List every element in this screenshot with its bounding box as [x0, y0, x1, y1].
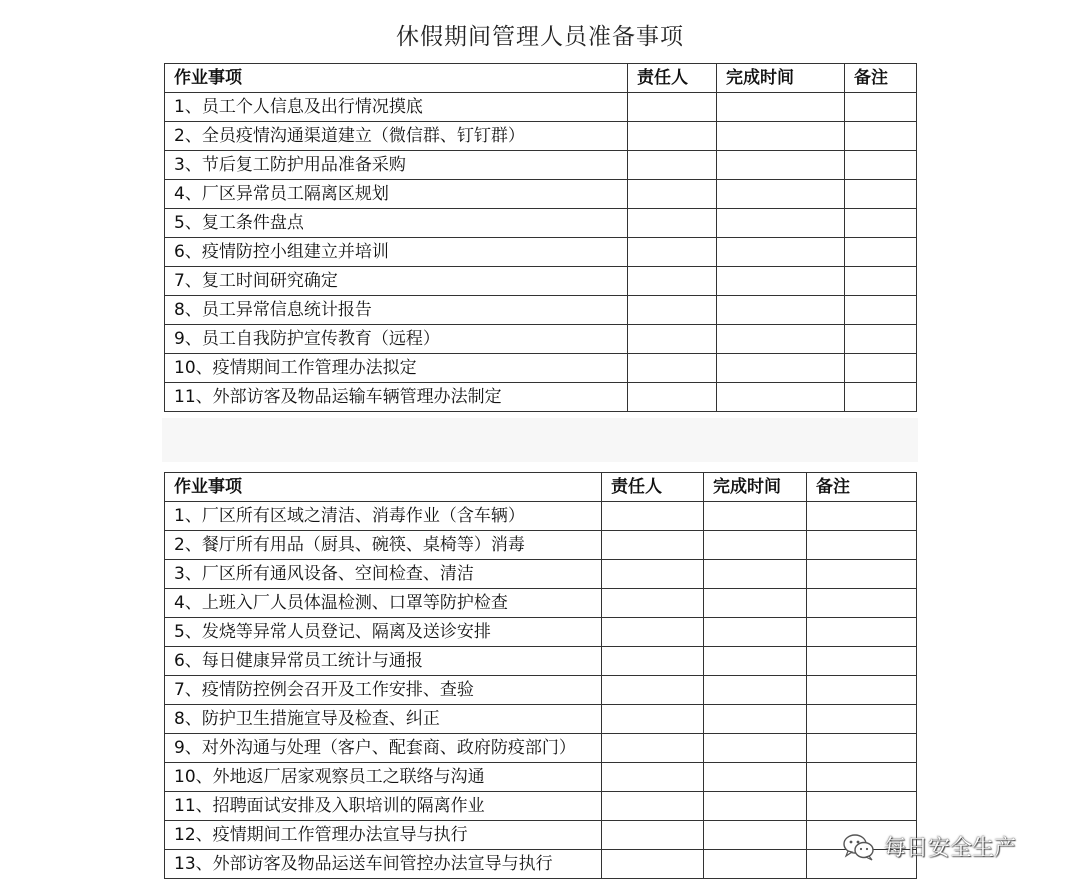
table-row [165, 209, 917, 238]
remarks-cell [845, 151, 917, 180]
time-cell [717, 296, 845, 325]
table-row [165, 296, 917, 325]
owner-cell [602, 792, 704, 821]
time-cell [717, 122, 845, 151]
task-cell: 11、招聘面试安排及入职培训的隔离作业 [165, 792, 602, 821]
header-owner: 责任人 [628, 64, 717, 93]
task-cell: 2、全员疫情沟通渠道建立（微信群、钉钉群） [165, 122, 628, 151]
owner-cell [628, 354, 717, 383]
remarks-cell [807, 502, 917, 531]
task-cell: 5、复工条件盘点 [165, 209, 628, 238]
task-cell: 4、厂区异常员工隔离区规划 [165, 180, 628, 209]
table-row [165, 560, 917, 589]
header-remarks: 备注 [807, 473, 917, 502]
time-cell [704, 763, 807, 792]
remarks-cell [845, 122, 917, 151]
return-to-work-task-table [164, 472, 917, 879]
table-row [165, 792, 917, 821]
time-cell [717, 238, 845, 267]
time-cell [704, 589, 807, 618]
owner-cell [602, 531, 704, 560]
remarks-cell [845, 325, 917, 354]
header-task: 作业事项 [165, 473, 602, 502]
remarks-cell [845, 209, 917, 238]
table-row [165, 531, 917, 560]
remarks-cell [845, 93, 917, 122]
time-cell [717, 151, 845, 180]
remarks-cell [807, 618, 917, 647]
task-cell: 10、疫情期间工作管理办法拟定 [165, 354, 628, 383]
task-cell: 11、外部访客及物品运输车辆管理办法制定 [165, 383, 628, 412]
time-cell [704, 850, 807, 879]
task-cell: 9、员工自我防护宣传教育（远程） [165, 325, 628, 354]
table-row [165, 180, 917, 209]
time-cell [717, 325, 845, 354]
remarks-cell [807, 792, 917, 821]
table-row [165, 383, 917, 412]
time-cell [717, 180, 845, 209]
owner-cell [628, 209, 717, 238]
task-cell: 4、上班入厂人员体温检测、口罩等防护检查 [165, 589, 602, 618]
remarks-cell [807, 560, 917, 589]
task-cell: 13、外部访客及物品运送车间管控办法宣导与执行 [165, 850, 602, 879]
remarks-cell [807, 763, 917, 792]
time-cell [704, 821, 807, 850]
time-cell [717, 383, 845, 412]
remarks-cell [807, 705, 917, 734]
owner-cell [602, 647, 704, 676]
owner-cell [628, 122, 717, 151]
table-row [165, 151, 917, 180]
remarks-cell [807, 531, 917, 560]
owner-cell [602, 763, 704, 792]
table-row [165, 647, 917, 676]
table-row [165, 850, 917, 879]
remarks-cell [845, 238, 917, 267]
task-cell: 9、对外沟通与处理（客户、配套商、政府防疫部门） [165, 734, 602, 763]
remarks-cell [807, 734, 917, 763]
task-cell: 8、防护卫生措施宣导及检查、纠正 [165, 705, 602, 734]
time-cell [704, 676, 807, 705]
owner-cell [602, 850, 704, 879]
table-row [165, 821, 917, 850]
owner-cell [628, 93, 717, 122]
task-cell: 5、发烧等异常人员登记、隔离及送诊安排 [165, 618, 602, 647]
table-row [165, 734, 917, 763]
table-row [165, 763, 917, 792]
table-row [165, 502, 917, 531]
time-cell [704, 647, 807, 676]
task-cell: 2、餐厅所有用品（厨具、碗筷、桌椅等）消毒 [165, 531, 602, 560]
header-completion-time: 完成时间 [717, 64, 845, 93]
task-cell: 3、节后复工防护用品准备采购 [165, 151, 628, 180]
time-cell [704, 560, 807, 589]
time-cell [704, 734, 807, 763]
remarks-cell [845, 296, 917, 325]
owner-cell [628, 325, 717, 354]
owner-cell [628, 238, 717, 267]
header-completion-time: 完成时间 [704, 473, 807, 502]
table-header-row [165, 473, 917, 502]
table-row [165, 93, 917, 122]
owner-cell [602, 705, 704, 734]
table-row [165, 238, 917, 267]
task-cell: 1、厂区所有区域之清洁、消毒作业（含车辆） [165, 502, 602, 531]
owner-cell [628, 296, 717, 325]
watermark [842, 831, 1016, 862]
header-owner: 责任人 [602, 473, 704, 502]
task-cell: 6、疫情防控小组建立并培训 [165, 238, 628, 267]
wechat-icon [842, 833, 876, 861]
task-cell: 6、每日健康异常员工统计与通报 [165, 647, 602, 676]
time-cell [717, 354, 845, 383]
table-row [165, 618, 917, 647]
page-title: 休假期间管理人员准备事项 [396, 24, 684, 50]
time-cell [704, 792, 807, 821]
owner-cell [628, 383, 717, 412]
remarks-cell [845, 267, 917, 296]
table-header-row [165, 64, 917, 93]
section-divider [162, 418, 918, 462]
table-row [165, 589, 917, 618]
task-cell: 10、外地返厂居家观察员工之联络与沟通 [165, 763, 602, 792]
time-cell [704, 502, 807, 531]
table-row [165, 354, 917, 383]
time-cell [717, 267, 845, 296]
table-row [165, 325, 917, 354]
owner-cell [628, 151, 717, 180]
table-row [165, 676, 917, 705]
owner-cell [602, 821, 704, 850]
task-cell: 12、疫情期间工作管理办法宣导与执行 [165, 821, 602, 850]
time-cell [704, 618, 807, 647]
remarks-cell [807, 676, 917, 705]
watermark-text: 每日安全生产 [884, 836, 1017, 861]
owner-cell [602, 618, 704, 647]
table-row [165, 122, 917, 151]
remarks-cell [845, 354, 917, 383]
time-cell [717, 93, 845, 122]
owner-cell [602, 560, 704, 589]
task-cell: 1、员工个人信息及出行情况摸底 [165, 93, 628, 122]
time-cell [717, 209, 845, 238]
remarks-cell [845, 383, 917, 412]
time-cell [704, 531, 807, 560]
table-row [165, 267, 917, 296]
header-task: 作业事项 [165, 64, 628, 93]
table-row [165, 705, 917, 734]
task-cell: 7、复工时间研究确定 [165, 267, 628, 296]
owner-cell [602, 734, 704, 763]
header-remarks: 备注 [845, 64, 917, 93]
remarks-cell [807, 589, 917, 618]
owner-cell [602, 676, 704, 705]
remarks-cell [845, 180, 917, 209]
task-cell: 3、厂区所有通风设备、空间检查、清洁 [165, 560, 602, 589]
owner-cell [628, 180, 717, 209]
owner-cell [602, 502, 704, 531]
pre-holiday-task-table [164, 63, 917, 412]
time-cell [704, 705, 807, 734]
task-cell: 8、员工异常信息统计报告 [165, 296, 628, 325]
owner-cell [602, 589, 704, 618]
remarks-cell [807, 647, 917, 676]
task-cell: 7、疫情防控例会召开及工作安排、查验 [165, 676, 602, 705]
owner-cell [628, 267, 717, 296]
